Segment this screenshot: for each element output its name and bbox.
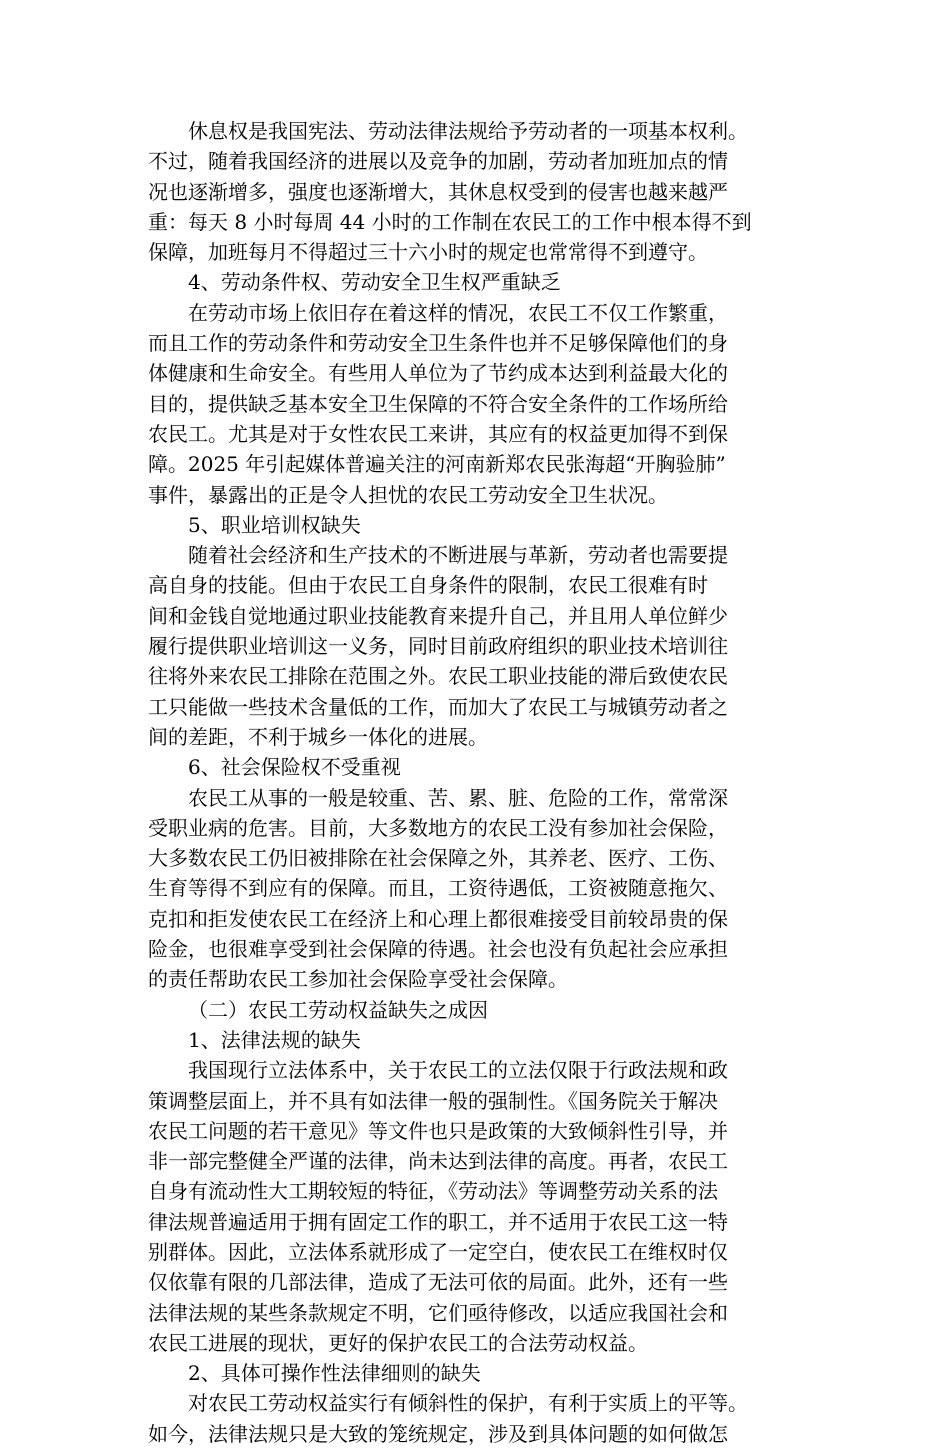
- text-line: 履行提供职业培训这一义务，同时目前政府组织的职业技术培训往: [148, 634, 728, 659]
- text-line: 自身有流动性大工期较短的特征，《劳动法》等调整劳动关系的法: [148, 1179, 718, 1204]
- text-line: 4、劳动条件权、劳动安全卫生权严重缺乏: [188, 270, 561, 295]
- text-line: 间的差距，不利于城乡一体化的进展。: [148, 724, 488, 749]
- text-line: 目的，提供缺乏基本安全卫生保障的不符合安全条件的工作场所给: [148, 391, 728, 416]
- text-line: 保障，加班每月不得超过三十六小时的规定也常常得不到遵守。: [148, 240, 708, 265]
- text-line: 别群体。因此，立法体系就形成了一定空白，使农民工在维权时仅: [148, 1239, 728, 1264]
- text-line: 的责任帮助农民工参加社会保险享受社会保障。: [148, 967, 568, 992]
- text-line: 仅依靠有限的几部法律，造成了无法可依的局面。此外，还有一些: [148, 1270, 728, 1295]
- text-line: 在劳动市场上依旧存在着这样的情况，农民工不仅工作繁重，: [188, 300, 728, 325]
- text-line: 障。2025 年引起媒体普遍关注的河南新郑农民张海超“开胸验肺”: [148, 452, 726, 477]
- text-line: （二）农民工劳动权益缺失之成因: [188, 997, 488, 1022]
- text-line: 况也逐渐增多，强度也逐渐增大，其休息权受到的侵害也越来越严: [148, 179, 728, 204]
- text-line: 重：每天 8 小时每周 44 小时的工作制在农民工的工作中根本得不到: [148, 209, 752, 234]
- text-line: 2、具体可操作性法律细则的缺失: [188, 1361, 481, 1386]
- document-body: [148, 116, 808, 1449]
- text-line: 高自身的技能。但由于农民工自身条件的限制，农民工很难有时: [148, 573, 708, 598]
- text-line: 体健康和生命安全。有些用人单位为了节约成本达到利益最大化的: [148, 361, 728, 386]
- text-line: 险金，也很难享受到社会保障的待遇。社会也没有负起社会应承担: [148, 937, 728, 962]
- text-line: 如今，法律法规只是大致的笼统规定，涉及到具体问题的如何做怎: [148, 1421, 728, 1446]
- text-line: 农民工进展的现状，更好的保护农民工的合法劳动权益。: [148, 1330, 648, 1355]
- text-line: 而且工作的劳动条件和劳动安全卫生条件也并不足够保障他们的身: [148, 331, 728, 356]
- text-line: 农民工问题的若干意见》等文件也只是政策的大致倾斜性引导，并: [148, 1118, 728, 1143]
- text-line: 大多数农民工仍旧被排除在社会保障之外，其养老、医疗、工伤、: [148, 846, 728, 871]
- text-line: 农民工从事的一般是较重、苦、累、脏、危险的工作，常常深: [188, 785, 728, 810]
- text-line: 非一部完整健全严谨的法律，尚未达到法律的高度。再者，农民工: [148, 1149, 728, 1174]
- text-line: 6、社会保险权不受重视: [188, 755, 401, 780]
- text-line: 随着社会经济和生产技术的不断进展与革新，劳动者也需要提: [188, 543, 728, 568]
- text-line: 受职业病的危害。目前，大多数地方的农民工没有参加社会保险，: [148, 815, 728, 840]
- text-line: 克扣和拒发使农民工在经济上和心理上都很难接受目前较昂贵的保: [148, 906, 728, 931]
- text-line: 1、法律法规的缺失: [188, 1027, 361, 1052]
- text-line: 对农民工劳动权益实行有倾斜性的保护，有利于实质上的平等。: [188, 1391, 748, 1416]
- text-line: 事件，暴露出的正是令人担忧的农民工劳动安全卫生状况。: [148, 482, 668, 507]
- text-line: 农民工。尤其是对于女性农民工来讲，其应有的权益更加得不到保: [148, 421, 728, 446]
- text-line: 律法规普遍适用于拥有固定工作的职工，并不适用于农民工这一特: [148, 1209, 728, 1234]
- text-line: 法律法规的某些条款规定不明，它们亟待修改，以适应我国社会和: [148, 1300, 728, 1325]
- text-line: 不过，随着我国经济的进展以及竞争的加剧，劳动者加班加点的情: [148, 149, 728, 174]
- text-line: 5、职业培训权缺失: [188, 512, 361, 537]
- text-line: 工只能做一些技术含量低的工作，而加大了农民工与城镇劳动者之: [148, 694, 728, 719]
- text-line: 生育等得不到应有的保障。而且，工资待遇低，工资被随意拖欠、: [148, 876, 728, 901]
- text-line: 我国现行立法体系中，关于农民工的立法仅限于行政法规和政: [188, 1058, 728, 1083]
- text-line: 间和金钱自觉地通过职业技能教育来提升自己，并且用人单位鲜少: [148, 603, 728, 628]
- text-line: 休息权是我国宪法、劳动法律法规给予劳动者的一项基本权利。: [188, 119, 748, 143]
- text-line: 往将外来农民工排除在范围之外。农民工职业技能的滞后致使农民: [148, 664, 728, 689]
- text-line: 策调整层面上，并不具有如法律一般的强制性。《国务院关于解决: [148, 1088, 718, 1113]
